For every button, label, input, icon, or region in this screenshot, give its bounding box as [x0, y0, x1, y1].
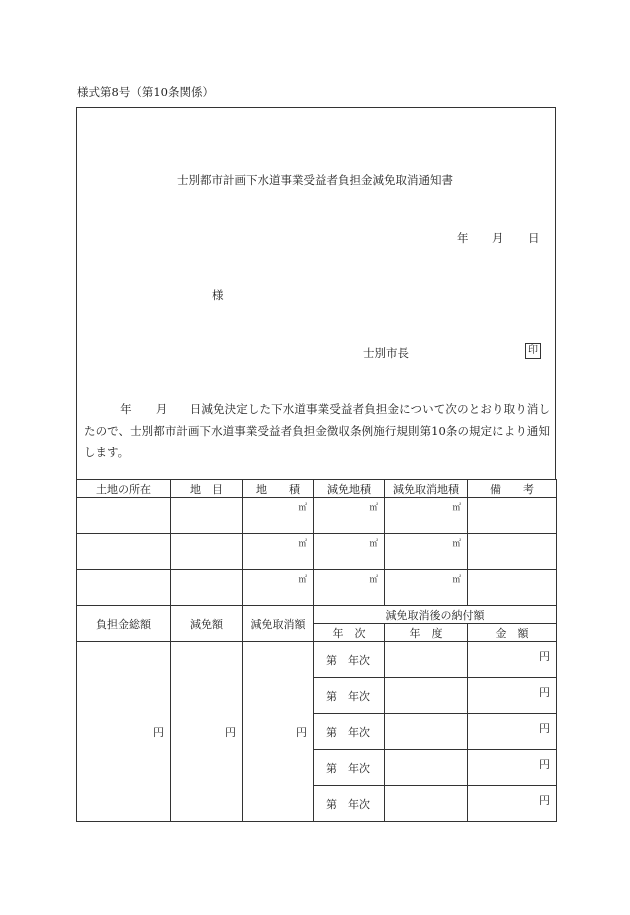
installment-label: 第 年次 — [314, 678, 385, 714]
header-total-charge: 負担金総額 — [77, 606, 171, 642]
cancel-area-cell — [385, 498, 468, 534]
cancel-amount-cell: 円 — [243, 642, 314, 822]
installment-amount-cell — [468, 642, 557, 678]
land-category-cell — [171, 570, 243, 606]
cancel-area-cell — [385, 534, 468, 570]
area-unit: ㎡ — [369, 539, 378, 549]
fiscal-year-cell — [385, 642, 468, 678]
amount-table — [76, 605, 557, 822]
installment-label: 第 年次 — [314, 714, 385, 750]
area-unit: ㎡ — [452, 539, 461, 549]
seal-stamp: 印 — [525, 343, 541, 359]
exemption-amount-cell: 円 — [171, 642, 243, 822]
area-unit: ㎡ — [369, 575, 378, 585]
yen-unit: 円 — [539, 650, 551, 663]
remarks-cell — [468, 498, 557, 534]
sender-name: 士別市長 — [363, 346, 409, 360]
fiscal-year-cell — [385, 678, 468, 714]
land-table — [76, 479, 557, 606]
area-unit: ㎡ — [369, 503, 378, 513]
yen-unit: 円 — [539, 794, 551, 807]
land-row — [77, 534, 557, 570]
installment-row — [77, 642, 557, 678]
header-cancel-amount: 減免取消額 — [243, 606, 314, 642]
header-land-category: 地 目 — [171, 480, 243, 498]
body-year: 年 — [120, 402, 132, 416]
header-fiscal-year: 年 度 — [385, 624, 468, 642]
header-area: 地 積 — [243, 480, 314, 498]
header-exempt-area: 減免地積 — [314, 480, 385, 498]
location-cell — [77, 570, 171, 606]
recipient-honorific: 様 — [212, 288, 224, 302]
remarks-cell — [468, 570, 557, 606]
installment-label: 第 年次 — [314, 786, 385, 822]
fiscal-year-cell — [385, 750, 468, 786]
date-month: 月 — [492, 231, 504, 245]
area-cell — [243, 570, 314, 606]
installment-amount-cell — [468, 714, 557, 750]
body-month: 月 — [155, 402, 168, 416]
area-cell — [243, 498, 314, 534]
land-table-header-row — [77, 480, 557, 498]
amount-header-row-1 — [77, 606, 557, 624]
fiscal-year-cell — [385, 786, 468, 822]
installment-label: 第 年次 — [314, 642, 385, 678]
yen-unit: 円 — [539, 758, 551, 771]
header-exemption-amount: 減免額 — [171, 606, 243, 642]
cancel-area-cell — [385, 570, 468, 606]
exempt-area-cell — [314, 534, 385, 570]
installment-amount-cell — [468, 786, 557, 822]
date-year: 年 — [457, 231, 469, 245]
header-amount: 金 額 — [468, 624, 557, 642]
notice-body — [84, 399, 550, 464]
land-row — [77, 570, 557, 606]
land-row — [77, 498, 557, 534]
area-unit: ㎡ — [298, 539, 307, 549]
area-unit: ㎡ — [298, 575, 307, 585]
installment-amount-cell — [468, 678, 557, 714]
document-title: 士別都市計画下水道事業受益者負担金減免取消通知書 — [177, 173, 453, 187]
area-unit: ㎡ — [452, 575, 461, 585]
area-unit: ㎡ — [452, 503, 461, 513]
location-cell — [77, 498, 171, 534]
header-cancel-area: 減免取消地積 — [385, 480, 468, 498]
header-remarks: 備 考 — [468, 480, 557, 498]
land-category-cell — [171, 498, 243, 534]
form-number-label: 様式第8号（第10条関係） — [77, 85, 214, 99]
header-location: 土地の所在 — [77, 480, 171, 498]
yen-unit: 円 — [539, 722, 551, 735]
land-category-cell — [171, 534, 243, 570]
total-charge-cell: 円 — [77, 642, 171, 822]
header-payment-after-cancel: 減免取消後の納付額 — [314, 606, 557, 624]
area-cell — [243, 534, 314, 570]
installment-label: 第 年次 — [314, 750, 385, 786]
date-day: 日 — [528, 231, 540, 245]
fiscal-year-cell — [385, 714, 468, 750]
body-text: 日減免決定した下水道事業受益者負担金について次のとおり取り消したので、士別都市計画下水道事業受益者負担金徴収条例施行規則第10条の規定により通知します。 — [84, 402, 551, 459]
yen-unit: 円 — [539, 686, 551, 699]
location-cell — [77, 534, 171, 570]
remarks-cell — [468, 534, 557, 570]
header-installment-year: 年 次 — [314, 624, 385, 642]
exempt-area-cell — [314, 498, 385, 534]
installment-amount-cell — [468, 750, 557, 786]
exempt-area-cell — [314, 570, 385, 606]
area-unit: ㎡ — [298, 503, 307, 513]
